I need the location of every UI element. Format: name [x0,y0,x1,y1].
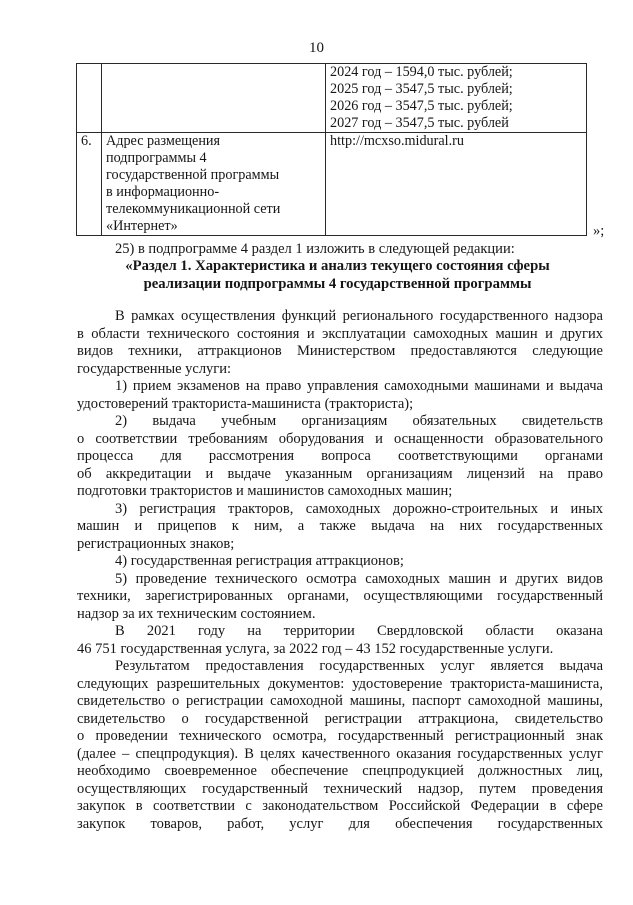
paragraph-line: следующих разрешительных документов: удостоверение тракториста-машиниста, [77,675,603,692]
paragraph-line: Результатом предоставления государственных услуг является выдача [115,658,603,674]
paragraph-line: В 2021 году на территории Свердловской области оказана [115,623,603,639]
paragraph-line: (далее – спецпродукция). В целях качественного оказания государственных услуг [77,745,603,762]
list-item-line: о соответствии требованиям оборудования и оснащенности образовательного [77,430,603,447]
list-item-line: регистрационных знаков; [77,535,235,552]
closing-quote: »; [593,223,605,239]
paragraph-line: закупок в соответствии с законодательством Российской Федерации в сфере [77,798,603,814]
row-name-line: Адрес размещения [106,133,221,149]
list-item-line: 3) регистрация тракторов, самоходных дорожно-строительных и иных [115,500,603,517]
table-row [77,64,587,133]
paragraph-line: закупок товаров, работ, услуг для обеспечения государственных [77,815,603,832]
paragraph-line: свидетельство о государственной регистрации аттракциона, свидетельство [77,710,603,727]
paragraph-line: в области технического состояния и эксплуатации самоходных машин и других [77,325,603,342]
section-heading [70,258,605,293]
funding-by-year-cell [326,64,587,133]
section-heading-line: «Раздел 1. Характеристика и анализ текущего состояния сферы [125,258,550,274]
paragraph-line: видов техники, аттракционов Министерством предоставляются следующие [77,343,603,359]
row-name-line: государственной программы [106,167,280,183]
paragraph-line: государственные услуги: [77,360,232,377]
row-number-cell: 6. [77,133,102,236]
list-item-line: подготовки трактористов и машинистов самоходных машин; [77,483,453,499]
page-number: 10 [309,40,324,56]
paragraph-line: В рамках осуществления функций регионального государственного надзора [115,308,603,324]
passport-table [76,63,587,236]
table-row [77,133,587,236]
paragraph-line: о проведении технического осмотра, государственный регистрационный знак [77,728,603,744]
list-item-line: 5) проведение технического осмотра самоходных машин и других видов [115,570,603,587]
amendment-intro: 25) в подпрограмме 4 раздел 1 изложить в следующей редакции: [115,241,515,257]
list-item-line: об аккредитации и выдаче указанным организациям лицензий на право [77,465,603,482]
list-item-line: техники, зарегистрированных органами, осуществляющими государственный [77,588,603,604]
website-url-cell: http://mcxso.midural.ru [326,133,587,236]
row-name-line: подпрограммы 4 [106,150,207,166]
funding-year-line: 2026 год – 3547,5 тыс. рублей; [330,98,513,114]
paragraph-line: осуществляющих государственный технический надзор, путем проведения [77,780,603,797]
list-item-line: машин и прицепов к ним, а также выдача на них государственных [77,518,603,534]
paragraph-line: свидетельство о регистрации самоходной машины, паспорт самоходной машины, [77,693,603,709]
row-name-line: в информационно- [106,184,220,200]
list-item-line: 1) прием экзаменов на право управления самоходными машинами и выдача [115,378,603,394]
funding-year-line: 2025 год – 3547,5 тыс. рублей; [330,81,513,97]
list-item-line: процесса для рассмотрения вопроса соответствующими органами [77,448,603,464]
list-item-line: 2) выдача учебным организациям обязательных свидетельств [115,413,603,429]
paragraph-line: необходимо своевременное обеспечение спецпродукцией должностных лиц, [77,763,603,779]
row-name-line: «Интернет» [106,218,178,234]
funding-year-line: 2027 год – 3547,5 тыс. рублей [330,115,509,131]
funding-year-line: 2024 год – 1594,0 тыс. рублей; [330,64,513,80]
paragraph-line: 46 751 государственная услуга, за 2022 год – 43 152 государственные услуги. [77,640,554,657]
section-heading-line: реализации подпрограммы 4 государственной программы [143,275,532,292]
row-name-cell [102,133,326,236]
row-name-line: телекоммуникационной сети [106,201,281,217]
row-number-cell [77,64,102,133]
row-name-cell [102,64,326,133]
list-item-line: надзор за их техническим состоянием. [77,605,316,622]
list-item-line: удостоверений тракториста-машиниста (тракториста); [77,395,414,412]
list-item-line: 4) государственная регистрация аттракционов; [115,553,404,569]
section-body [77,308,603,833]
